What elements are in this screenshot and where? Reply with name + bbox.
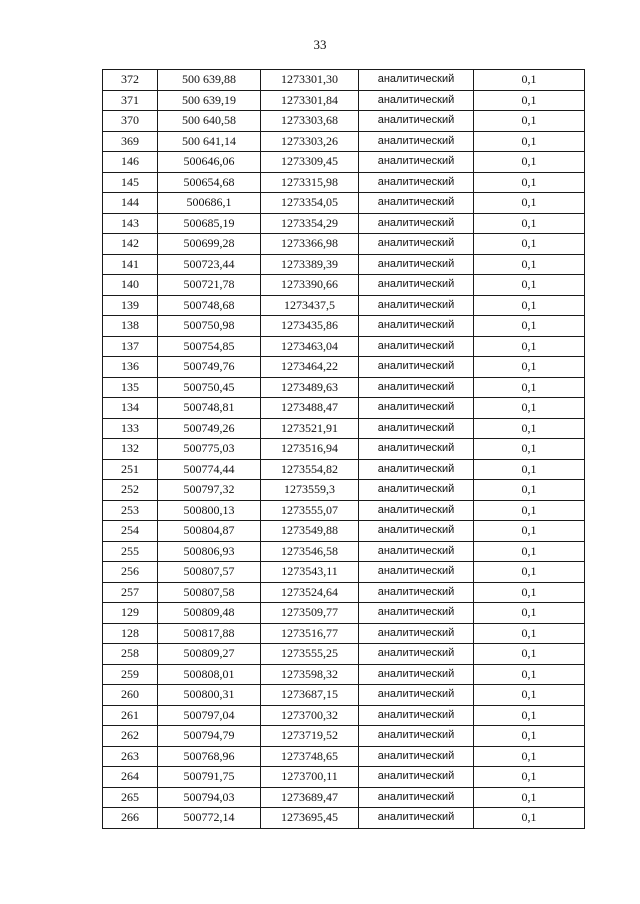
method-cell: аналитический	[359, 705, 474, 726]
x-coordinate-cell: 500 639,19	[158, 90, 261, 111]
method-cell: аналитический	[359, 70, 474, 91]
y-coordinate-cell: 1273435,86	[261, 316, 359, 337]
table-row	[103, 664, 585, 685]
x-coordinate-cell: 500748,81	[158, 398, 261, 419]
y-coordinate-cell: 1273516,77	[261, 623, 359, 644]
y-coordinate-cell: 1273303,26	[261, 131, 359, 152]
x-coordinate-cell: 500809,48	[158, 603, 261, 624]
y-coordinate-cell: 1273555,07	[261, 500, 359, 521]
x-coordinate-cell: 500646,06	[158, 152, 261, 173]
y-coordinate-cell: 1273700,32	[261, 705, 359, 726]
accuracy-cell: 0,1	[474, 70, 585, 91]
y-coordinate-cell: 1273301,84	[261, 90, 359, 111]
y-coordinate-cell: 1273549,88	[261, 521, 359, 542]
x-coordinate-cell: 500750,98	[158, 316, 261, 337]
y-coordinate-cell: 1273354,05	[261, 193, 359, 214]
x-coordinate-cell: 500797,32	[158, 480, 261, 501]
point-number-cell: 129	[103, 603, 158, 624]
x-coordinate-cell: 500806,93	[158, 541, 261, 562]
accuracy-cell: 0,1	[474, 439, 585, 460]
accuracy-cell: 0,1	[474, 377, 585, 398]
y-coordinate-cell: 1273489,63	[261, 377, 359, 398]
accuracy-cell: 0,1	[474, 664, 585, 685]
table-row	[103, 377, 585, 398]
table-row	[103, 111, 585, 132]
accuracy-cell: 0,1	[474, 808, 585, 829]
method-cell: аналитический	[359, 500, 474, 521]
table-row	[103, 746, 585, 767]
point-number-cell: 371	[103, 90, 158, 111]
method-cell: аналитический	[359, 336, 474, 357]
point-number-cell: 139	[103, 295, 158, 316]
x-coordinate-cell: 500807,57	[158, 562, 261, 583]
table-row	[103, 480, 585, 501]
point-number-cell: 128	[103, 623, 158, 644]
accuracy-cell: 0,1	[474, 398, 585, 419]
x-coordinate-cell: 500749,76	[158, 357, 261, 378]
accuracy-cell: 0,1	[474, 254, 585, 275]
y-coordinate-cell: 1273464,22	[261, 357, 359, 378]
table-row	[103, 152, 585, 173]
accuracy-cell: 0,1	[474, 295, 585, 316]
method-cell: аналитический	[359, 90, 474, 111]
accuracy-cell: 0,1	[474, 623, 585, 644]
x-coordinate-cell: 500817,88	[158, 623, 261, 644]
method-cell: аналитический	[359, 808, 474, 829]
accuracy-cell: 0,1	[474, 541, 585, 562]
y-coordinate-cell: 1273687,15	[261, 685, 359, 706]
table-row	[103, 275, 585, 296]
point-number-cell: 254	[103, 521, 158, 542]
method-cell: аналитический	[359, 295, 474, 316]
table-row	[103, 459, 585, 480]
method-cell: аналитический	[359, 459, 474, 480]
y-coordinate-cell: 1273554,82	[261, 459, 359, 480]
method-cell: аналитический	[359, 685, 474, 706]
table-row	[103, 541, 585, 562]
method-cell: аналитический	[359, 234, 474, 255]
point-number-cell: 258	[103, 644, 158, 665]
x-coordinate-cell: 500686,1	[158, 193, 261, 214]
y-coordinate-cell: 1273437,5	[261, 295, 359, 316]
y-coordinate-cell: 1273303,68	[261, 111, 359, 132]
x-coordinate-cell: 500808,01	[158, 664, 261, 685]
method-cell: аналитический	[359, 623, 474, 644]
y-coordinate-cell: 1273521,91	[261, 418, 359, 439]
point-number-cell: 257	[103, 582, 158, 603]
point-number-cell: 265	[103, 787, 158, 808]
accuracy-cell: 0,1	[474, 480, 585, 501]
point-number-cell: 263	[103, 746, 158, 767]
y-coordinate-cell: 1273543,11	[261, 562, 359, 583]
table-body	[103, 70, 585, 829]
accuracy-cell: 0,1	[474, 131, 585, 152]
method-cell: аналитический	[359, 746, 474, 767]
accuracy-cell: 0,1	[474, 336, 585, 357]
x-coordinate-cell: 500774,44	[158, 459, 261, 480]
point-number-cell: 143	[103, 213, 158, 234]
x-coordinate-cell: 500750,45	[158, 377, 261, 398]
point-number-cell: 145	[103, 172, 158, 193]
accuracy-cell: 0,1	[474, 418, 585, 439]
method-cell: аналитический	[359, 213, 474, 234]
point-number-cell: 137	[103, 336, 158, 357]
accuracy-cell: 0,1	[474, 316, 585, 337]
point-number-cell: 264	[103, 767, 158, 788]
y-coordinate-cell: 1273354,29	[261, 213, 359, 234]
y-coordinate-cell: 1273559,3	[261, 480, 359, 501]
accuracy-cell: 0,1	[474, 603, 585, 624]
point-number-cell: 369	[103, 131, 158, 152]
table-row	[103, 336, 585, 357]
y-coordinate-cell: 1273315,98	[261, 172, 359, 193]
table-row	[103, 398, 585, 419]
method-cell: аналитический	[359, 541, 474, 562]
point-number-cell: 260	[103, 685, 158, 706]
point-number-cell: 370	[103, 111, 158, 132]
table-row	[103, 500, 585, 521]
point-number-cell: 259	[103, 664, 158, 685]
point-number-cell: 142	[103, 234, 158, 255]
table-row	[103, 254, 585, 275]
table-row	[103, 582, 585, 603]
table-row	[103, 90, 585, 111]
y-coordinate-cell: 1273516,94	[261, 439, 359, 460]
coordinates-table	[102, 69, 585, 829]
accuracy-cell: 0,1	[474, 90, 585, 111]
y-coordinate-cell: 1273748,65	[261, 746, 359, 767]
accuracy-cell: 0,1	[474, 500, 585, 521]
accuracy-cell: 0,1	[474, 644, 585, 665]
accuracy-cell: 0,1	[474, 787, 585, 808]
x-coordinate-cell: 500768,96	[158, 746, 261, 767]
x-coordinate-cell: 500794,03	[158, 787, 261, 808]
x-coordinate-cell: 500754,85	[158, 336, 261, 357]
table-row	[103, 418, 585, 439]
accuracy-cell: 0,1	[474, 685, 585, 706]
accuracy-cell: 0,1	[474, 521, 585, 542]
point-number-cell: 261	[103, 705, 158, 726]
x-coordinate-cell: 500804,87	[158, 521, 261, 542]
method-cell: аналитический	[359, 767, 474, 788]
table-row	[103, 521, 585, 542]
point-number-cell: 136	[103, 357, 158, 378]
method-cell: аналитический	[359, 193, 474, 214]
method-cell: аналитический	[359, 111, 474, 132]
accuracy-cell: 0,1	[474, 152, 585, 173]
y-coordinate-cell: 1273463,04	[261, 336, 359, 357]
accuracy-cell: 0,1	[474, 357, 585, 378]
accuracy-cell: 0,1	[474, 767, 585, 788]
method-cell: аналитический	[359, 726, 474, 747]
point-number-cell: 146	[103, 152, 158, 173]
x-coordinate-cell: 500654,68	[158, 172, 261, 193]
method-cell: аналитический	[359, 398, 474, 419]
method-cell: аналитический	[359, 316, 474, 337]
y-coordinate-cell: 1273700,11	[261, 767, 359, 788]
y-coordinate-cell: 1273389,39	[261, 254, 359, 275]
point-number-cell: 255	[103, 541, 158, 562]
x-coordinate-cell: 500723,44	[158, 254, 261, 275]
method-cell: аналитический	[359, 664, 474, 685]
point-number-cell: 134	[103, 398, 158, 419]
table-row	[103, 767, 585, 788]
accuracy-cell: 0,1	[474, 705, 585, 726]
x-coordinate-cell: 500 640,58	[158, 111, 261, 132]
accuracy-cell: 0,1	[474, 562, 585, 583]
y-coordinate-cell: 1273366,98	[261, 234, 359, 255]
x-coordinate-cell: 500699,28	[158, 234, 261, 255]
y-coordinate-cell: 1273390,66	[261, 275, 359, 296]
point-number-cell: 266	[103, 808, 158, 829]
method-cell: аналитический	[359, 377, 474, 398]
table-row	[103, 787, 585, 808]
method-cell: аналитический	[359, 275, 474, 296]
point-number-cell: 372	[103, 70, 158, 91]
accuracy-cell: 0,1	[474, 275, 585, 296]
table-row	[103, 562, 585, 583]
point-number-cell: 140	[103, 275, 158, 296]
table-row	[103, 623, 585, 644]
method-cell: аналитический	[359, 131, 474, 152]
method-cell: аналитический	[359, 439, 474, 460]
page-number: 33	[313, 37, 327, 52]
x-coordinate-cell: 500794,79	[158, 726, 261, 747]
table-row	[103, 705, 585, 726]
x-coordinate-cell: 500748,68	[158, 295, 261, 316]
method-cell: аналитический	[359, 582, 474, 603]
accuracy-cell: 0,1	[474, 172, 585, 193]
y-coordinate-cell: 1273695,45	[261, 808, 359, 829]
x-coordinate-cell: 500800,13	[158, 500, 261, 521]
point-number-cell: 141	[103, 254, 158, 275]
y-coordinate-cell: 1273719,52	[261, 726, 359, 747]
accuracy-cell: 0,1	[474, 111, 585, 132]
method-cell: аналитический	[359, 521, 474, 542]
point-number-cell: 252	[103, 480, 158, 501]
y-coordinate-cell: 1273488,47	[261, 398, 359, 419]
x-coordinate-cell: 500807,58	[158, 582, 261, 603]
table-row	[103, 685, 585, 706]
accuracy-cell: 0,1	[474, 193, 585, 214]
table-row	[103, 644, 585, 665]
table-row	[103, 808, 585, 829]
point-number-cell: 132	[103, 439, 158, 460]
point-number-cell: 262	[103, 726, 158, 747]
table-row	[103, 70, 585, 91]
table-row	[103, 726, 585, 747]
x-coordinate-cell: 500721,78	[158, 275, 261, 296]
table-row	[103, 193, 585, 214]
accuracy-cell: 0,1	[474, 746, 585, 767]
x-coordinate-cell: 500749,26	[158, 418, 261, 439]
y-coordinate-cell: 1273546,58	[261, 541, 359, 562]
table-row	[103, 213, 585, 234]
point-number-cell: 138	[103, 316, 158, 337]
point-number-cell: 133	[103, 418, 158, 439]
method-cell: аналитический	[359, 152, 474, 173]
y-coordinate-cell: 1273524,64	[261, 582, 359, 603]
x-coordinate-cell: 500797,04	[158, 705, 261, 726]
x-coordinate-cell: 500772,14	[158, 808, 261, 829]
point-number-cell: 135	[103, 377, 158, 398]
accuracy-cell: 0,1	[474, 234, 585, 255]
y-coordinate-cell: 1273555,25	[261, 644, 359, 665]
y-coordinate-cell: 1273301,30	[261, 70, 359, 91]
x-coordinate-cell: 500 639,88	[158, 70, 261, 91]
x-coordinate-cell: 500791,75	[158, 767, 261, 788]
table-row	[103, 172, 585, 193]
y-coordinate-cell: 1273689,47	[261, 787, 359, 808]
method-cell: аналитический	[359, 418, 474, 439]
point-number-cell: 256	[103, 562, 158, 583]
x-coordinate-cell: 500 641,14	[158, 131, 261, 152]
method-cell: аналитический	[359, 357, 474, 378]
table-row	[103, 131, 585, 152]
x-coordinate-cell: 500809,27	[158, 644, 261, 665]
accuracy-cell: 0,1	[474, 213, 585, 234]
y-coordinate-cell: 1273509,77	[261, 603, 359, 624]
method-cell: аналитический	[359, 603, 474, 624]
method-cell: аналитический	[359, 254, 474, 275]
method-cell: аналитический	[359, 787, 474, 808]
method-cell: аналитический	[359, 562, 474, 583]
x-coordinate-cell: 500775,03	[158, 439, 261, 460]
point-number-cell: 251	[103, 459, 158, 480]
y-coordinate-cell: 1273309,45	[261, 152, 359, 173]
table-row	[103, 234, 585, 255]
point-number-cell: 253	[103, 500, 158, 521]
table-row	[103, 603, 585, 624]
accuracy-cell: 0,1	[474, 726, 585, 747]
point-number-cell: 144	[103, 193, 158, 214]
table-row	[103, 439, 585, 460]
table-row	[103, 295, 585, 316]
x-coordinate-cell: 500685,19	[158, 213, 261, 234]
x-coordinate-cell: 500800,31	[158, 685, 261, 706]
table-row	[103, 357, 585, 378]
method-cell: аналитический	[359, 172, 474, 193]
table-row	[103, 316, 585, 337]
method-cell: аналитический	[359, 480, 474, 501]
method-cell: аналитический	[359, 644, 474, 665]
accuracy-cell: 0,1	[474, 582, 585, 603]
accuracy-cell: 0,1	[474, 459, 585, 480]
y-coordinate-cell: 1273598,32	[261, 664, 359, 685]
